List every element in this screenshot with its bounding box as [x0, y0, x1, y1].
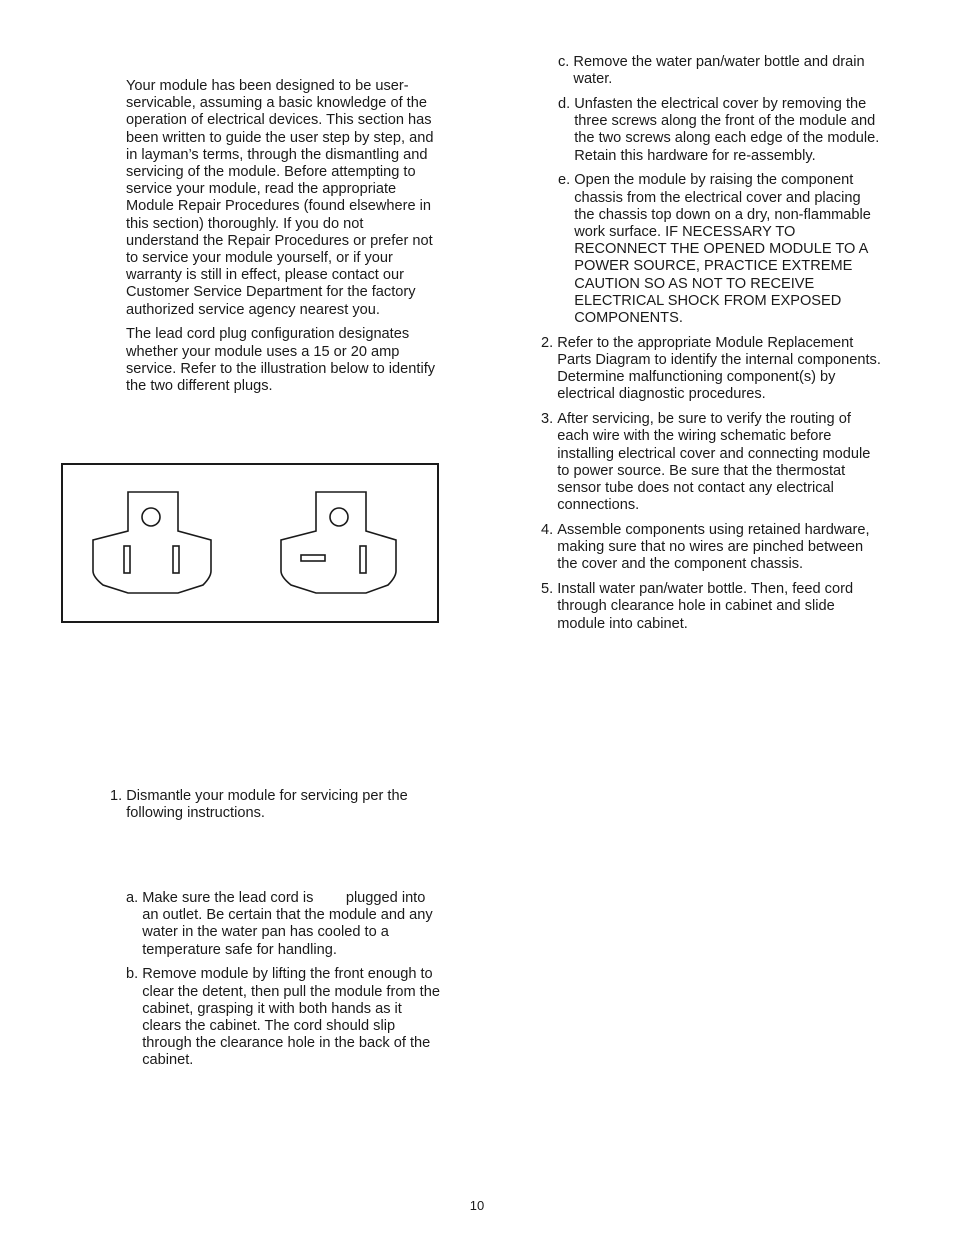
step-5 [541, 581, 881, 633]
step-text: Assemble components using retained hardware, making sure that no wires are pinched between the cover and the component chassis. [557, 522, 870, 573]
plug-illustration [61, 463, 439, 623]
substep-b [126, 966, 441, 1069]
step-text: Dismantle your module for servicing per the following instructions. [126, 788, 408, 822]
substep-text: Remove module by lifting the front enough to clear the detent, then pull the module from the cabinet, grasping it with both hands as it clears the cabinet. The cord should slip through the clearance hole in the back of the cabinet. [142, 966, 440, 1069]
step-number: 5. [541, 581, 558, 598]
plug-illustration-svg [63, 465, 437, 621]
substep-e [541, 172, 881, 327]
substeps-left [126, 890, 441, 1077]
substep-letter: c. [558, 54, 574, 70]
intro-paragraph: Your module has been designed to be user-servicable, assuming a basic knowledge of the operation of electrical devices. This section has been written to guide the user step by step, and in layman’s terms, through the dismantling and servicing of the module. Before attempting to service your module, read the appropriate Module Repair Procedures (found elsewhere in this section) thoroughly. If you do not understand the Repair Procedures or prefer not to service your module yourself, or if your warranty is still in effect, please contact our Customer Service Department for the factory authorized service agency nearest you. [126, 78, 434, 318]
step-text: Install water pan/water bottle. Then, feed cord through clearance hole in cabinet and slide module into cabinet. [557, 581, 854, 632]
plug-20-amp-icon [281, 492, 396, 593]
substep-letter: a. [126, 890, 143, 906]
page-number: 10 [469, 1198, 485, 1213]
step-number: 2. [541, 334, 558, 351]
substep-letter: e. [558, 172, 575, 189]
plug-paragraph: The lead cord plug configuration designates whether your module uses a 15 or 20 amp service. Refer to the illustration below to identify the two different plugs. [126, 326, 436, 395]
step-text: After servicing, be sure to verify the routing of each wire with the wiring schematic before installing electrical cover and connecting module to power source. Be sure that the thermostat sensor tube does not contact any electrical connections. [557, 411, 871, 514]
substep-text: Open the module by raising the component chassis from the electrical cover and placing the chassis top down on a dry, non-flammable work surface. IF NECESSARY TO RECONNECT THE OPENED MODULE TO A POWER SOURCE, PRACTICE EXTREME CAUTION SO AS NOT TO RECEIVE ELECTRICAL SHOCK FROM EXPOSED COMPONENTS. [574, 172, 871, 327]
substep-c [541, 54, 881, 88]
substep-d [541, 96, 881, 165]
right-column [541, 54, 881, 640]
step-2 [541, 335, 881, 404]
substep-a [126, 890, 441, 959]
step-number: 1. [110, 788, 127, 804]
substep-letter: b. [126, 966, 143, 983]
substep-letter: d. [558, 96, 575, 112]
step-1 [110, 788, 440, 830]
substep-text: Make sure the lead cord is plugged into an outlet. Be certain that the module and any water in the water pan has cooled to a temperature safe for handling. [142, 890, 437, 958]
step-text: Refer to the appropriate Module Replacement Parts Diagram to identify the internal components. Determine malfunctioning component(s) by electrical diagnostic procedures. [557, 334, 881, 403]
step-1-item [110, 788, 440, 822]
step-number: 4. [541, 522, 558, 539]
substep-text: Unfasten the electrical cover by removing the three screws along the front of the module and the two screws along each edge of the module. Retain this hardware for re-assembly. [574, 96, 880, 164]
plug-15-amp-icon [93, 492, 211, 593]
step-3 [541, 411, 881, 514]
intro-section [126, 78, 438, 403]
step-number: 3. [541, 411, 558, 428]
substep-text: Remove the water pan/water bottle and drain water. [573, 54, 865, 88]
step-4 [541, 522, 881, 574]
